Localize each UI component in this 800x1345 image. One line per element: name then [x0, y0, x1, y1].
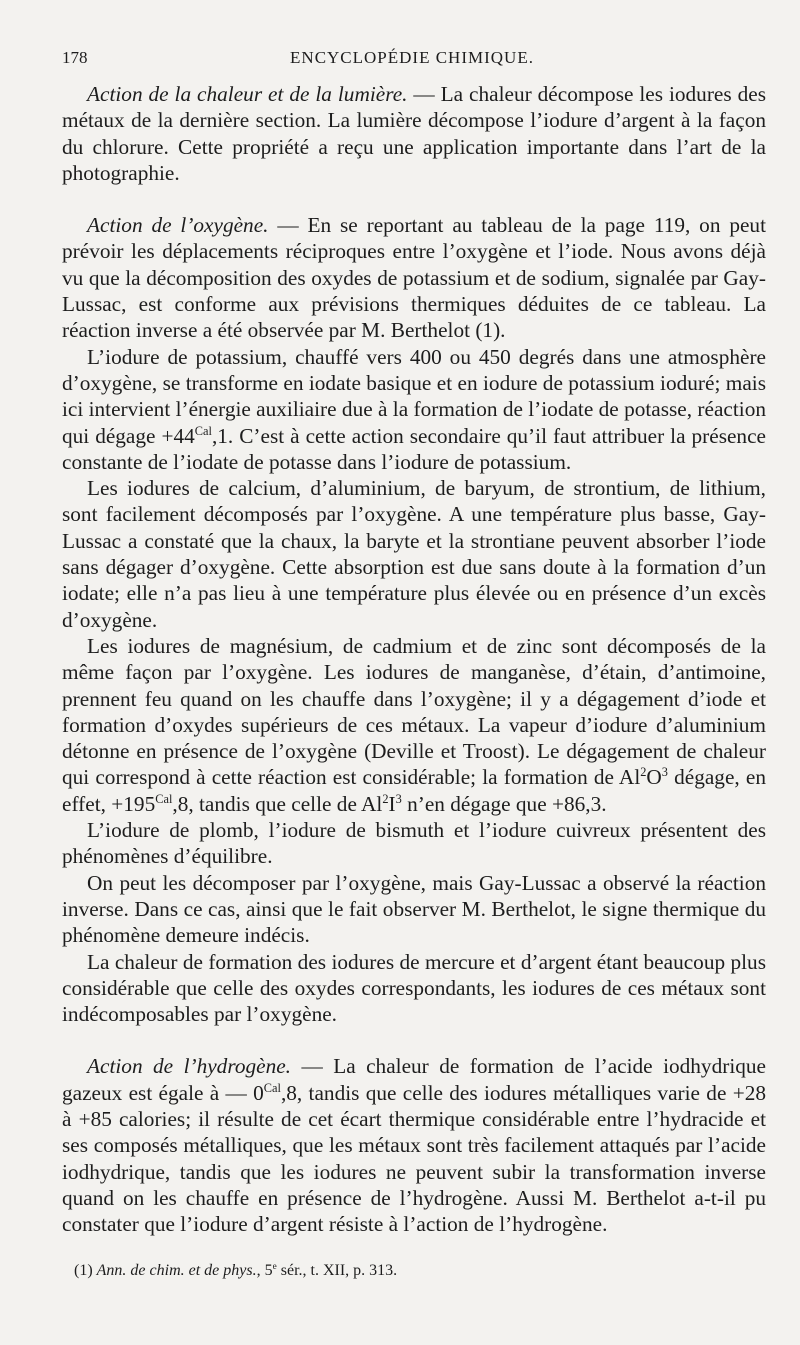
paragraph-decompose: On peut les décomposer par l’oxygène, mais Gay-Lussac a observé la réaction inverse. Dans ce cas, ainsi que le fait observer M. Berthelot, le signe thermique du phénomène demeure indécis.	[62, 870, 766, 948]
paragraph-oxygen-intro: Action de l’oxygène. — En se reportant au tableau de la page 119, on peut prévoir les déplacements réciproques entre l’oxygène et l’iode. Nous avons déjà vu que la décomposition des oxydes de potassium et de sodium, signalée par Gay-Lussac, est conforme aux prévisions thermiques déduites de ce tableau. La réaction inverse a été observée par M. Berthelot (1).	[62, 213, 766, 343]
page-number: 178	[62, 48, 88, 67]
paragraph-mercury-silver: La chaleur de formation des iodures de mercure et d’argent étant beaucoup plus considérable que celle des oxydes correspondants, les iodures de ces métaux sont indécomposables par l’oxygène.	[62, 949, 766, 1027]
paragraph-calcium-iodides: Les iodures de calcium, d’aluminium, de baryum, de strontium, de lithium, sont facilement décomposés par l’oxygène. A une température plus basse, Gay-Lussac a constaté que la chaux, la baryte et la strontiane peuvent absorber l’iode sans dégager d’oxygène. Cette absorption est due sans doute à la formation d’un iodate; elle n’a pas lieu à une température plus élevée ou en présence d’un excès d’oxygène.	[62, 476, 766, 632]
section-title-oxygen: Action de l’oxygène.	[87, 213, 269, 238]
paragraph-hydrogen: Action de l’hydrogène. — La chaleur de formation de l’acide iodhydrique gazeux est égale à — $0^{Cal},8$, tandis que celle des iodures métalliques varie de +28 à +85 calories; il résulte de cet écart thermique considérable entre l’hydracide et ses composés métalliques, que les métaux sont très facilement attaqués par l’acide iodhydrique, tandis que les iodures ne peuvent subir la transformation inverse quand on les chauffe en présence de l’hydrogène. Aussi M. Berthelot a-t-il pu constater que l’iodure d’argent résiste à l’action de l’hydrogène.	[62, 1054, 766, 1237]
page-body	[62, 81, 766, 1237]
section-title-heat-light: Action de la chaleur et de la lumière.	[87, 82, 408, 106]
footnote-source: Ann. de chim. et de phys.	[96, 1262, 257, 1279]
page-header	[62, 48, 762, 72]
paragraph-lead-iodide: L’iodure de plomb, l’iodure de bismuth et l’iodure cuivreux présentent des phénomènes d’équilibre.	[62, 818, 766, 869]
section-title-hydrogen: Action de l’hydrogène.	[87, 1054, 292, 1079]
paragraph-potassium-iodide: L’iodure de potassium, chauffé vers 400 ou 450 degrés dans une atmosphère d’oxygène, se transforme en iodate basique et en iodure de potassium ioduré; mais ici intervient l’énergie auxiliaire due à la formation de l’iodate de potasse, réaction qui dégage $+44^{Cal},1$. C’est à cette action secondaire qu’il faut attribuer la présence constante de l’iodate de potasse dans l’iodure de potassium.	[62, 344, 766, 474]
footnote-mark: (1)	[74, 1262, 93, 1279]
running-title: ENCYCLOPÉDIE CHIMIQUE.	[290, 48, 534, 67]
paragraph-magnesium-iodides: Les iodures de magnésium, de cadmium et de zinc sont décomposés de la même façon par l’oxygène. Les iodures de manganèse, d’étain, d’antimoine, prennent feu quand on les chauffe dans l’oxygène; il y a dégagement d’iode et formation d’oxydes supérieurs de ces métaux. La vapeur d’iodure d’aluminium détonne en présence de l’oxygène (Deville et Troost). Le dégagement de chaleur qui correspond à cette réaction est considérable; la formation de $Al^2O^3$ dégage, en effet, $+195^{Cal},8$, tandis que celle de $Al^2I^3$ n’en dégage que +86,3.	[62, 633, 766, 816]
paragraph-heat-light: Action de la chaleur et de la lumière. — La chaleur décompose les iodures des métaux de la dernière section. La lumière décompose l’iodure d’argent à la façon du chlorure. Cette propriété a reçu une application importante dans l’art de la photographie.	[62, 82, 766, 185]
footnote: (1) Ann. de chim. et de phys., 5e sér., t. XII, p. 313.	[74, 1261, 398, 1279]
